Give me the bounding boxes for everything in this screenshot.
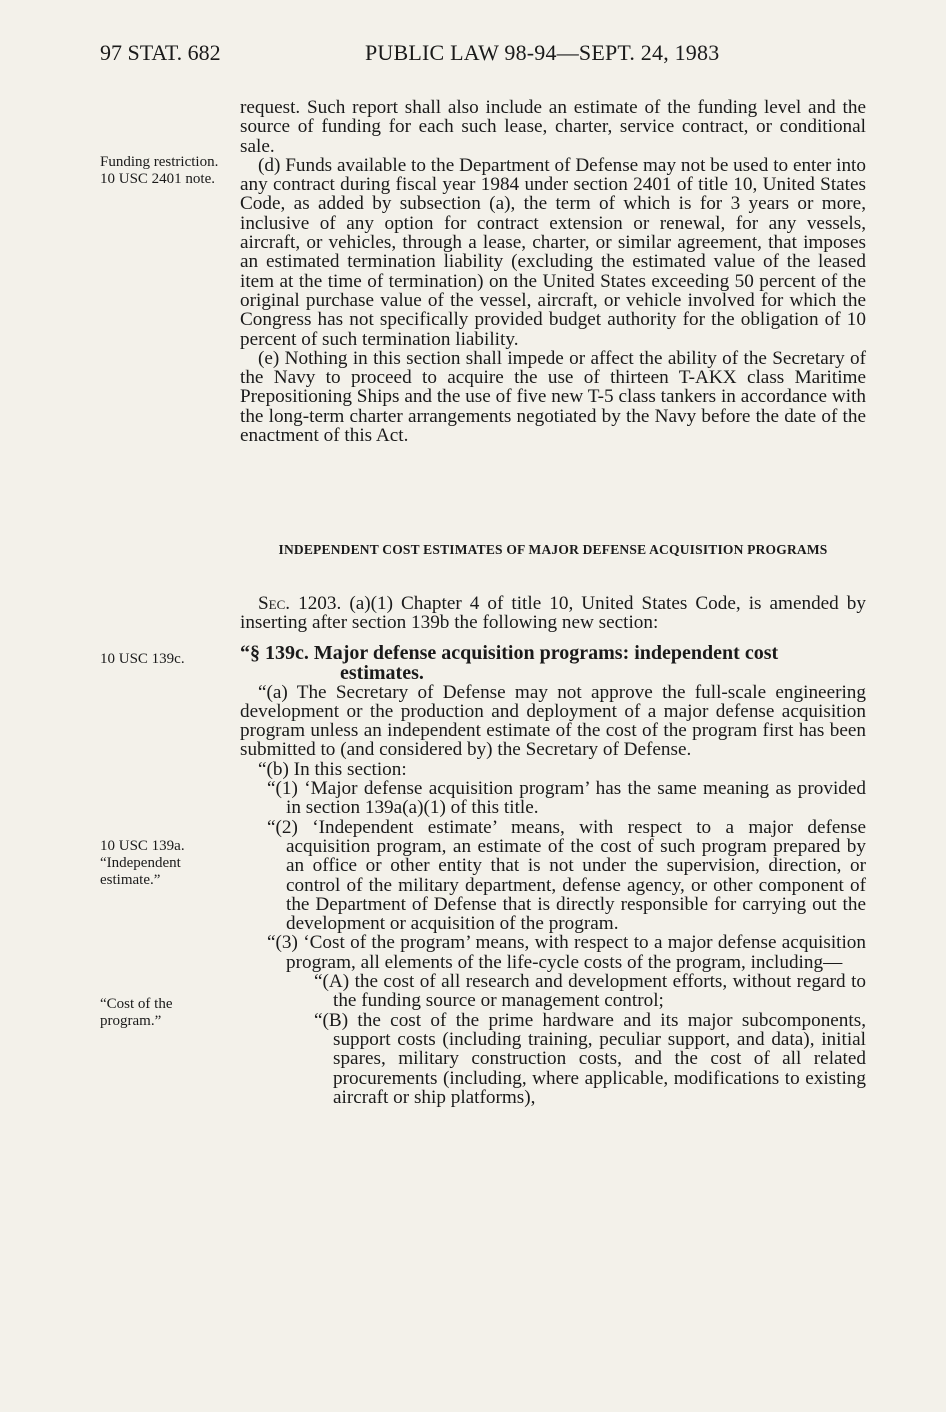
margin-note-text: “Independent estimate.”: [100, 855, 181, 888]
law-title: PUBLIC LAW 98-94—SEPT. 24, 1983: [365, 40, 720, 65]
body-text-upper: [240, 98, 866, 445]
paragraph-d: (d) Funds available to the Department of Defense may not be used to enter into any contract during fiscal year 1984 under section 2401 of title 10, United States Code, as added by subsection (a), the term of which is for 3 years or more, inclusive of any option for contract extension or renewal, for any vessels, aircraft, or vehicles, through a lease, charter, or similar agreement, that imposes an estimated termination liability (excluding the estimated value of the leased item at the time of termination) on the United States exceeding 50 percent of the original purchase value of the vessel, aircraft, or vehicle involved for which the Congress has not specifically provided budget authority for the obligation of 10 percent of such termination liability.: [240, 154, 866, 350]
section-139c-title: “§ 139c. Major defense acquisition programs: independent cost estimates.: [240, 641, 779, 684]
body-text-lower: [240, 594, 866, 1107]
margin-note-funding-restriction: [100, 154, 220, 188]
paragraph-e: (e) Nothing in this section shall impede or affect the ability of the Secretary of the Navy to proceed to acquire the use of thirteen T-AKX class Maritime Prepositioning Ships and the use of five new T-5 class tankers in accordance with the long-term charter arrangements negotiated by the Navy before the date of the enactment of this Act.: [240, 347, 866, 447]
section-label: Sec. 1203.: [258, 593, 342, 614]
paragraph-b3a: “(A) the cost of all research and development efforts, without regard to the funding source or management control;: [314, 971, 866, 1012]
margin-note-usc-139a: [100, 838, 220, 889]
paragraph-b3: “(3) ‘Cost of the program’ means, with respect to a major defense acquisition program, all elements of the life-cycle costs of the program, including—: [267, 932, 866, 973]
margin-note-cost-of-program: “Cost of the program.”: [100, 996, 173, 1029]
paragraph-request: request. Such report shall also include an estimate of the funding level and the source of funding for each such lease, charter, service contract, or conditional sale.: [240, 97, 866, 157]
paragraph-b: “(b) In this section:: [258, 758, 407, 780]
paragraph-b3b: “(B) the cost of the prime hardware and its major subcomponents, support costs (including training, peculiar support, and data), initial spares, military construction costs, and the cost of all related procurements (including, where applicable, modifications to existing aircraft or ship platforms),: [314, 1009, 866, 1108]
paragraph-a: “(a) The Secretary of Defense may not approve the full-scale engineering development or the production and deployment of a major defense acquisition program unless an independent estimate of the cost of the program first has been submitted to (and considered by) the Secretary of Defense.: [240, 681, 866, 761]
section-text: (a)(1) Chapter 4 of title 10, United States Code, is amended by inserting after section 139b the following new section:: [240, 593, 866, 634]
margin-note-text: 10 USC 2401 note.: [100, 171, 216, 187]
page-header: [100, 40, 870, 74]
margin-note-text: 10 USC 139a.: [100, 838, 185, 854]
paragraph-sec-1203: [240, 594, 866, 633]
margin-note-text: Funding restriction.: [100, 154, 219, 170]
page-number: 97 STAT. 682: [100, 40, 221, 65]
margin-note-usc-139c: 10 USC 139c.: [100, 651, 185, 667]
section-heading: INDEPENDENT COST ESTIMATES OF MAJOR DEFENSE ACQUISITION PROGRAMS: [278, 542, 828, 557]
paragraph-b2: “(2) ‘Independent estimate’ means, with respect to a major defense acquisition program, an estimate of the cost of such program prepared by an office or other entity that is not under the supervision, direction, or control of the military department, defense agency, or other component of the Department of Defense that is directly responsible for carrying out the development or acquisition of the program.: [267, 816, 866, 935]
paragraph-b1: “(1) ‘Major defense acquisition program’ has the same meaning as provided in section 139a(a)(1) of this title.: [267, 778, 866, 819]
